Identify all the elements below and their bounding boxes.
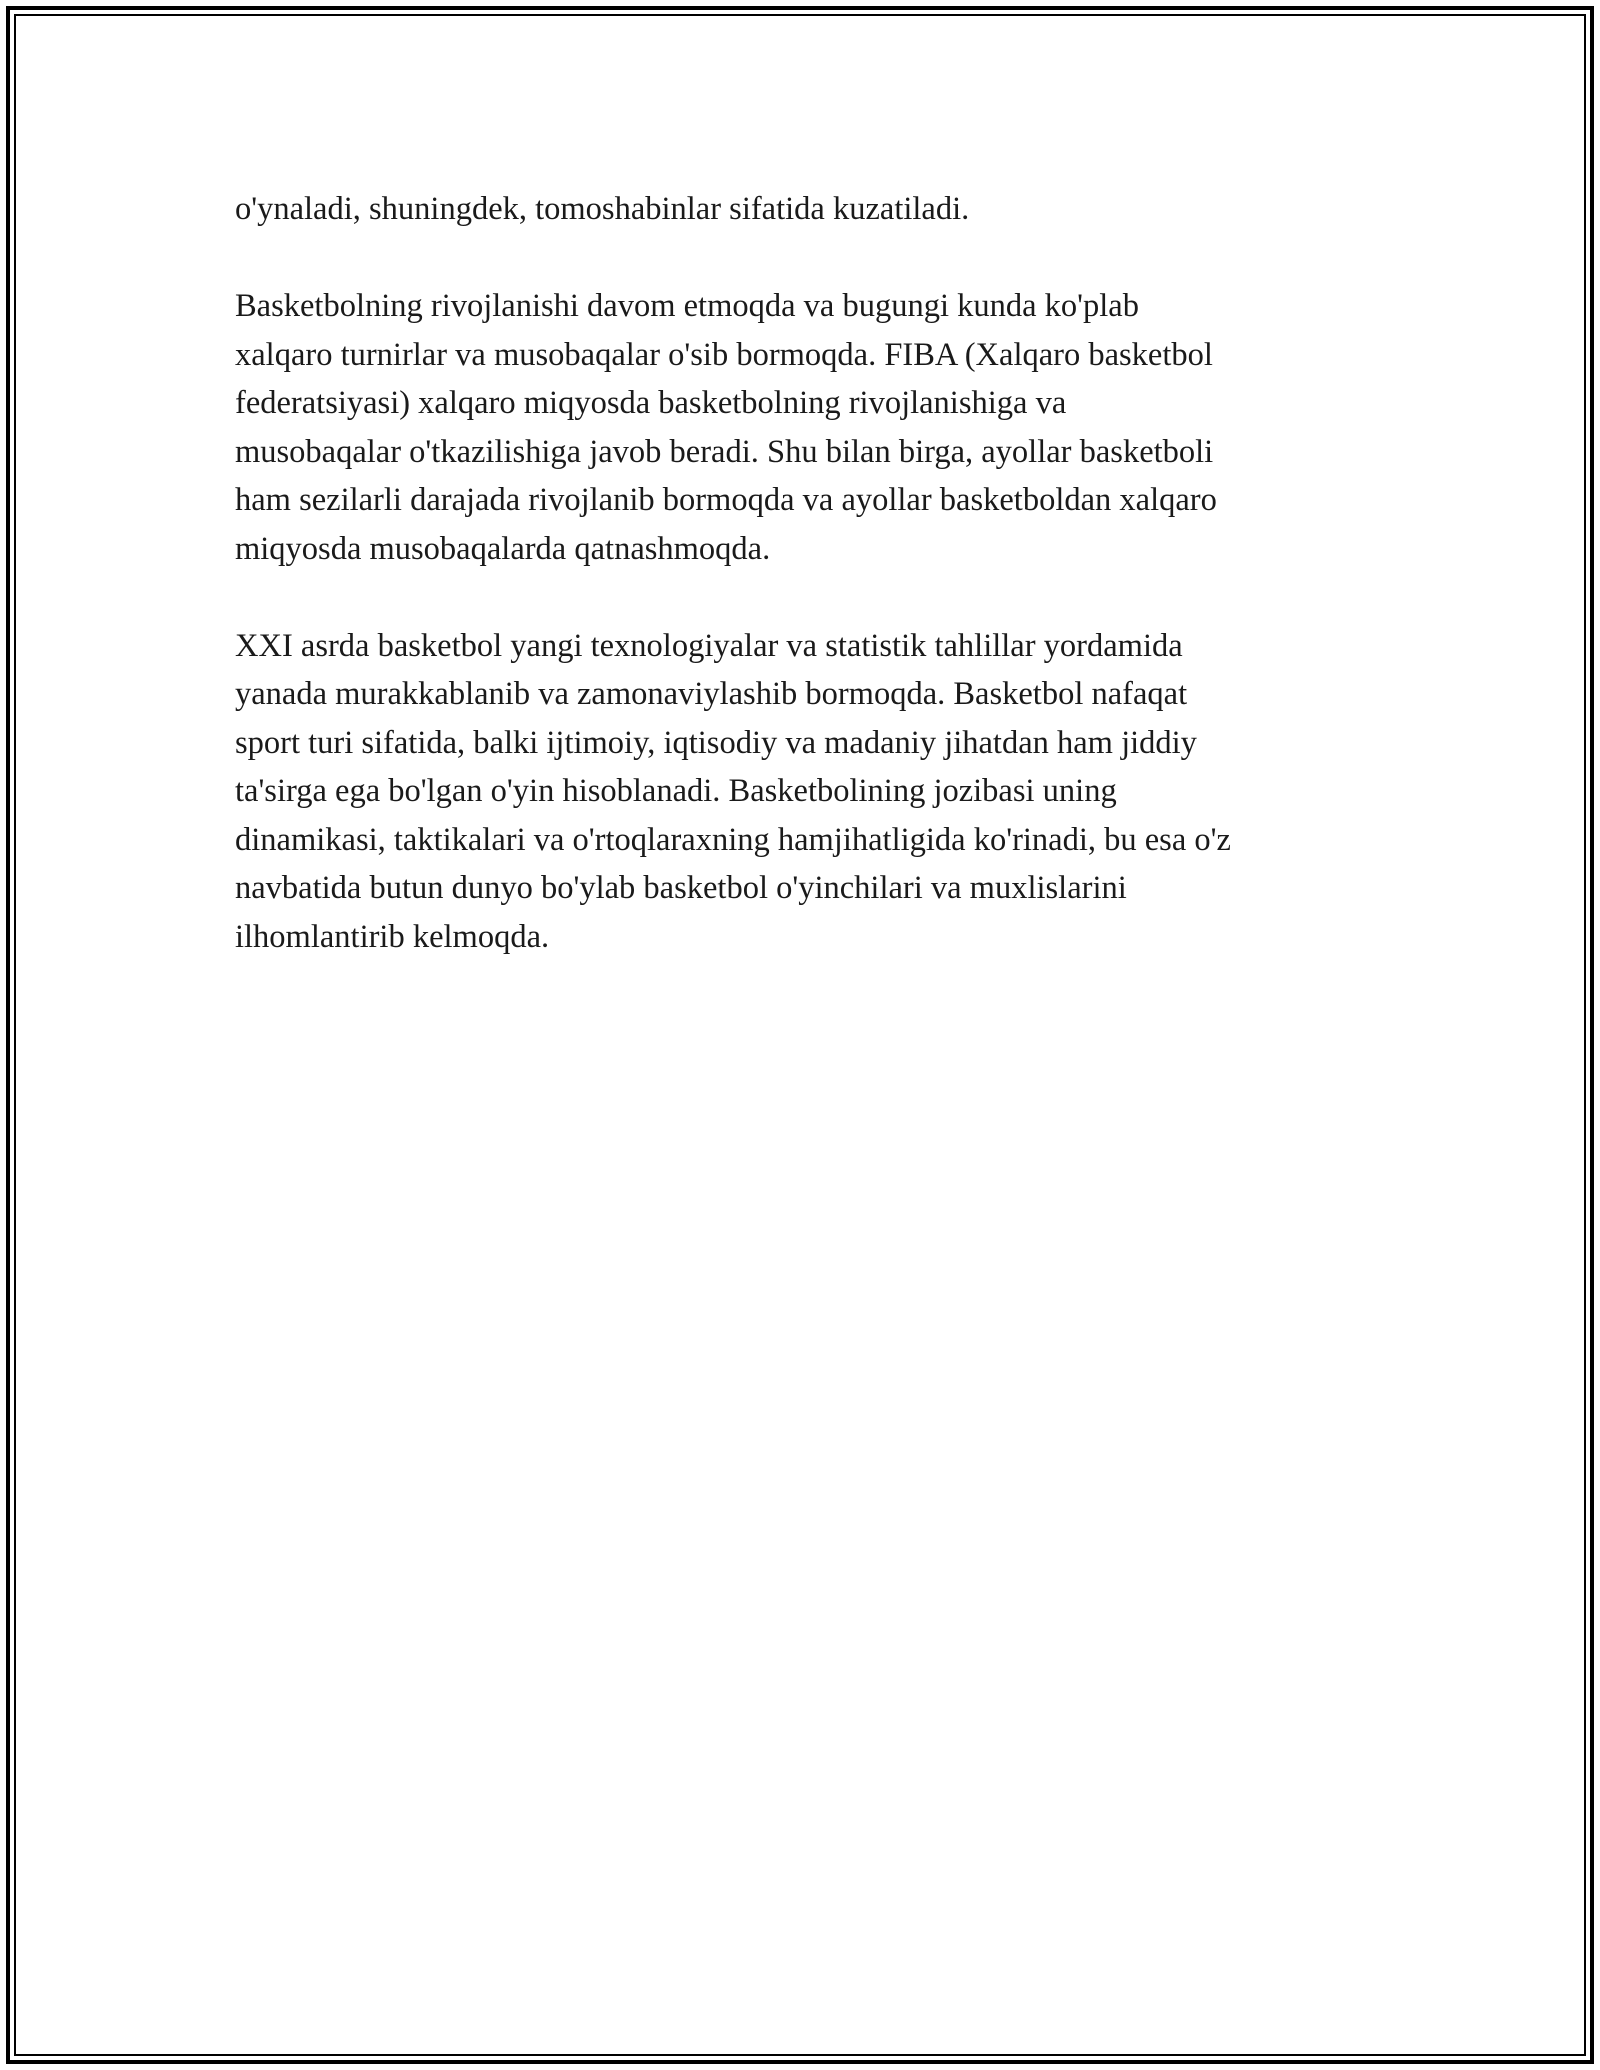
text-line: ham sezilarli darajada rivojlanib bormoqda va ayollar basketboldan xalqaro [235,482,1217,518]
text-line: dinamikasi, taktikalari va o'rtoqlaraxning hamjihatligida ko'rinadi, bu esa o'z [235,821,1231,858]
paragraph-2 [235,282,1375,573]
text-line: federatsiyasi) xalqaro miqyosda basketbolning rivojlanishiga va [235,385,1067,421]
text-line: miqyosda musobaqalarda qatnashmoqda. [235,530,771,567]
paragraph-3 [235,622,1375,962]
text-line: Basketbolning rivojlanishi davom etmoqda va bugungi kunda ko'plab [235,288,1139,324]
text-line: XXI asrda basketbol yangi texnologiyalar va statistik tahlillar yordamida [235,627,1183,664]
text-line: xalqaro turnirlar va musobaqalar o'sib bormoqda. FIBA (Xalqaro basketbol [235,336,1213,373]
text-line: navbatida butun dunyo bo'ylab basketbol o'yinchilari va muxlislarini [235,870,1127,906]
text-line: yanada murakkablanib va zamonaviylashib bormoqda. Basketbol nafaqat [235,676,1188,712]
text-line: musobaqalar o'tkazilishiga javob beradi. Shu bilan birga, ayollar basketboli [235,433,1214,470]
document-body [235,185,1375,1010]
text-line: ilhomlantirib kelmoqda. [235,918,550,955]
paragraph-1 [235,185,1375,234]
text-line: ta'sirga ega bo'lgan o'yin hisoblanadi. Basketbolining jozibasi uning [235,773,1117,809]
text-line: sport turi sifatida, balki ijtimoiy, iqtisodiy va madaniy jihatdan ham jiddiy [235,724,1197,761]
text-line: o'ynaladi, shuningdek, tomoshabinlar sifatida kuzatiladi. [235,191,970,227]
